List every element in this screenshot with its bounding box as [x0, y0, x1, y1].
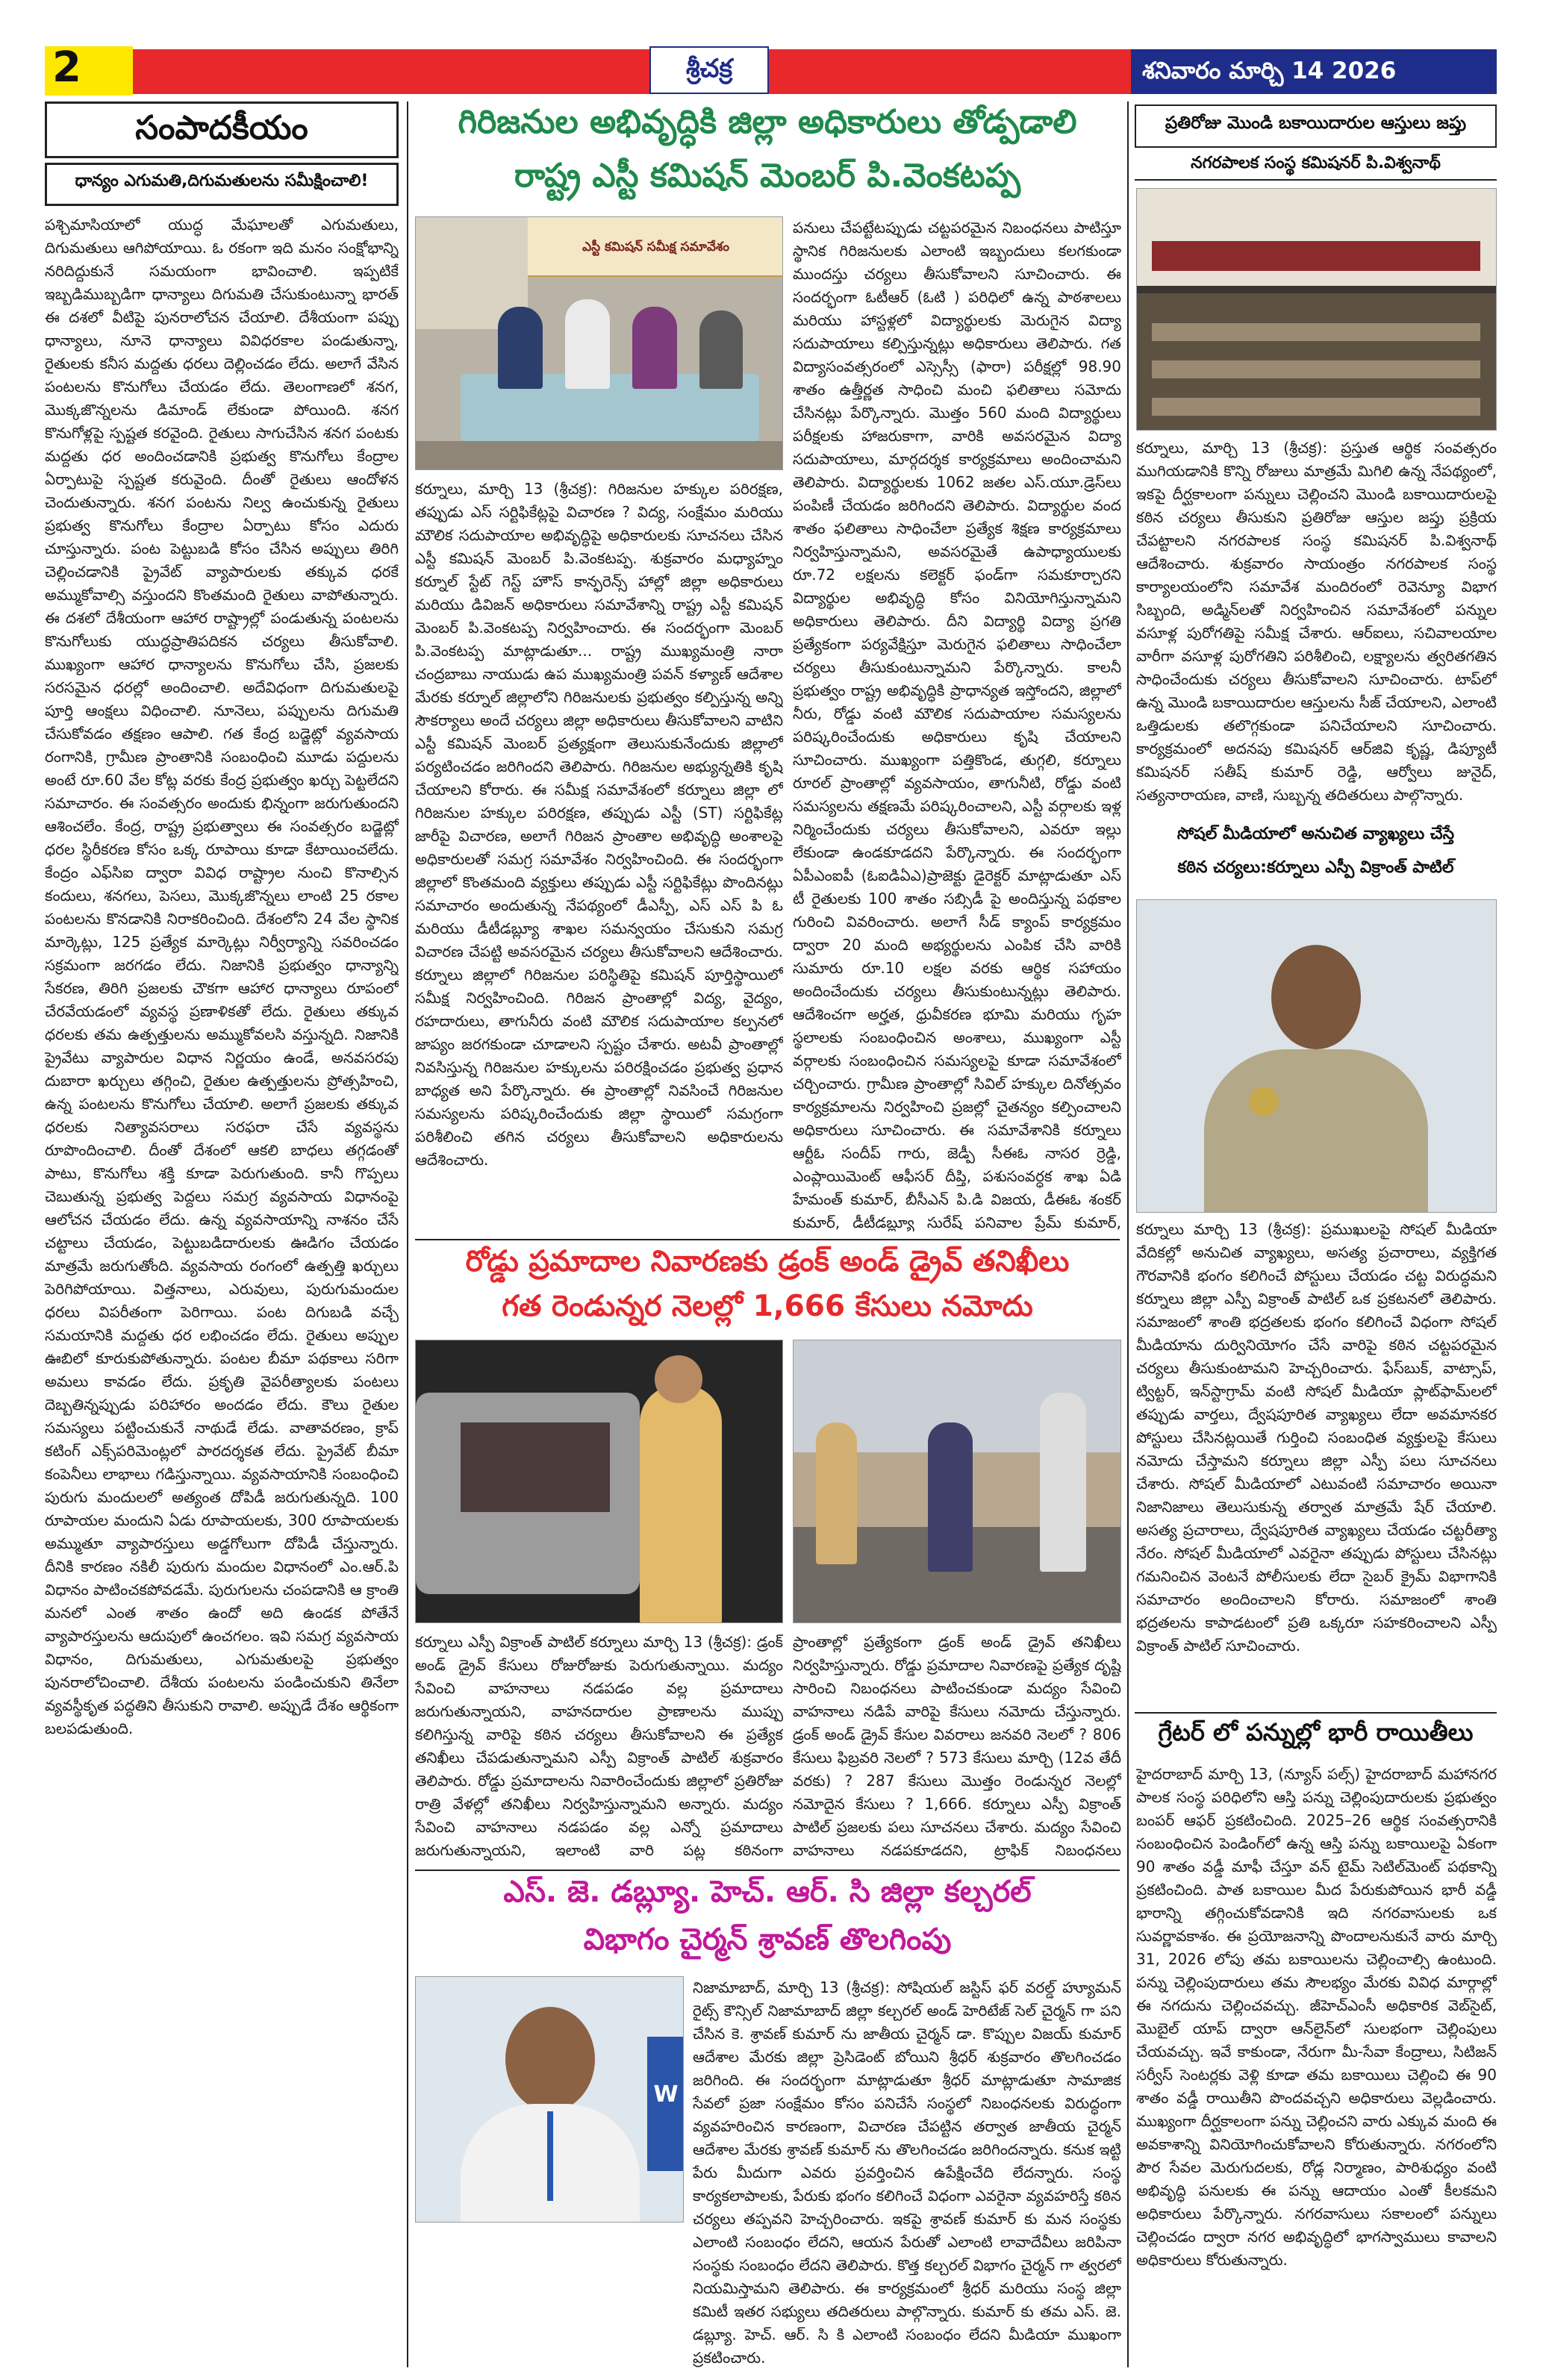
social-media-headline-line2: కఠిన చర్యలు:కర్నూలు ఎస్పీ విక్రాంత్ పాటిల్ [1177, 858, 1454, 877]
masthead-logo [649, 46, 769, 94]
editorial-headline: ధాన్యం ఎగుమతి,దిగుమతులను సమీక్షించాలి! [75, 172, 369, 190]
lanyard [547, 2111, 553, 2201]
drunk-drive-body-col2: ప్రాంతాల్లో ప్రత్యేకంగా డ్రంక్ అండ్ డ్రైవ్ తనిఖీలు నిర్వహిస్తున్నారు. రోడ్డు ప్రమాదాల నివారణపై ప్రత్యేక దృష్టి సారించి నిబంధనలు పాటించకుండా మద్యం సేవించి వాహనాలు నడిపే వారిపై కేసులు నమోదు చేస్తున్నారు. డ్రంక్ అండ్ డ్రైవ్ కేసుల వివరాలు జనవరి నెలలో ? 806 కేసులు ఫిబ్రవరి నెలలో ? 573 కేసులు మార్చి (12వ తేదీ వరకు) ? 287 కేసులు మొత్తం రెండున్నర నెలల్లో నమోదైన కేసులు ? 1,666. కర్నూలు ఎస్పీ విక్రాంత్ పాటిల్ ప్రజలకు పలు సూచనలు చేశారు. మద్యం సేవించి వాహనాలు నడపకూడదని, ట్రాఫిక్ నిబంధనలు [793, 1633, 1121, 1859]
meeting-person [699, 310, 743, 389]
roadside-person [928, 1422, 973, 1572]
swhrc-headline-line2: విభాగం చైర్మన్ శ్రావణ్ తొలగింపు [583, 1923, 952, 1957]
issue-date: శనివారం మార్చి 14 2026 [1142, 57, 1397, 84]
police-officer-head [655, 1355, 702, 1403]
lead-headline-line1: గిరిజనుల అభివృద్ధికి జిల్లా అధికారులు తోడ్పడాలి [458, 103, 1077, 141]
roadside-check-photo [793, 1340, 1121, 1623]
social-media-body: కర్నూలు మార్చి 13 (శ్రీచక్ర): ప్రముఖులపై సోషల్ మీడియా వేదికల్లో అనుచిత వ్యాఖ్యలు, అసత్య ప్రచారాలు, వ్యక్తిగత గౌరవానికి భంగం కలిగించే పోస్టులు చేయడం చట్ట విరుద్ధమని కర్నూలు జిల్లా ఎస్పీ విక్రాంత్ పాటిల్ ఒక ప్రకటనలో తెలిపారు. సమాజంలో శాంతి భద్రతలకు భంగం కలిగించే విధంగా సోషల్ మీడియాను దుర్వినియోగం చేసే వారిపై కఠిన చట్టపరమైన చర్యలు తీసుకుంటామని హెచ్చరించారు. ఫేస్‌బుక్, వాట్సాప్, ట్విట్టర్, ఇన్‌స్టాగ్రామ్ వంటి సోషల్ మీడియా ప్లాట్‌ఫామ్‌లలో తప్పుడు వార్తలు, ద్వేషపూరిత వ్యాఖ్యలు లేదా అవమానకర పోస్టులు చేసినట్లయితే గుర్తించి సంబంధిత వ్యక్తులపై కేసులు నమోదు చేస్తామని కర్నూలు జిల్లా ఎస్పీ పలు సూచనలు చేశారు. సోషల్ మీడియాలో ఎటువంటి సమాచారం అయినా నిజానిజాలు తెలుసుకున్న తర్వాత మాత్రమే షేర్ చేయాలి. అసత్య ప్రచారాలు, ద్వేషపూరిత వ్యాఖ్యలు చేయడం చట్టరీత్యా నేరం. సోషల్ మీడియాలో ఎవరైనా తప్పుడు పోస్టులు చేసినట్లు గమనించిన వెంటనే పోలీసులకు లేదా సైబర్ క్రైమ్ విభాగానికి సమాచారం అందించాలని కోరారు. సమాజంలో శాంతి భద్రతలను కాపాడటంలో ప్రతి ఒక్కరూ సహకరించాలని ఎస్పీ విక్రాంత్ పాటిల్ సూచించారు. [1136, 1220, 1497, 1655]
editorial-divider [407, 101, 408, 2367]
badge-letter: W [653, 2081, 679, 2108]
swhrc-body: నిజామాబాద్, మార్చి 13 (శ్రీచక్ర): సోషియల్ జస్టిస్ ఫర్ వరల్డ్ హ్యూమన్ రైట్స్ కౌన్సిల్ నిజామాబాద్ జిల్లా కల్చరల్ అండ్ హెరిటేజ్ సెల్ చైర్మన్ గా పని చేసిన కె. శ్రావణ్ కుమార్ ను జాతీయ చైర్మన్ డా. కొప్పుల విజయ్ కుమార్ ఆదేశాల మేరకు జిల్లా ప్రెసిడెంట్ బోయిని శ్రీధర్ శుక్రవారం తొలగించడం జరిగింది. ఈ సందర్భంగా మాట్లాడుతూ శ్రీధర్ మాట్లాడుతూ సామాజిక సేవలో ప్రజా సంక్షేమం కోసం పనిచేసే సంస్థలో నిబంధనలకు విరుద్ధంగా వ్యవహరించిన కారణంగా, విచారణ చేపట్టిన తర్వాత జాతీయ చైర్మన్ ఆదేశాల మేరకు శ్రావణ్ కుమార్ ను తొలగించడం జరిగిందన్నారు. కనుక ఇట్టి పేరు మీదుగా ఎవరు ప్రవర్తించిన ఉపేక్షించేది లేదన్నారు. సంస్థ కార్యకలాపాలకు, పేరుకు భంగం కలిగించే విధంగా ఎవరైనా వ్యవహరిస్తే కఠిన చర్యలు తప్పవని హెచ్చరించారు. ఇకపై శ్రావణ్ కుమార్ కు మన సంస్థకు ఎలాంటి సంబంధం లేదని, ఆయన పేరుతో ఎలాంటి లావాదేవీలు జరిపినా సంస్థకు సంబంధం లేదని తెలిపారు. కొత్త కల్చరల్ విభాగం చైర్మన్ గా త్వరలో నియమిస్తామని తెలిపారు. ఈ కార్యక్రమంలో శ్రీధర్ మరియు సంస్థ జిల్లా కమిటీ ఇతర సభ్యులు తదితరులు పాల్గొన్నారు. కుమార్ కు తమ ఎస్. జె. డబ్ల్యూ. హెచ్. ఆర్. సి కి ఎలాంటి సంబంధం లేదని మీడియా ముఖంగా ప్రకటించారు. [693, 1978, 1121, 2367]
hall-seating-row [1152, 360, 1480, 378]
meeting-banner-text: ఎస్టీ కమిషన్ సమీక్ష సమావేశం [582, 240, 729, 254]
property-tax-subhead: నగరపాలక సంస్థ కమిషనర్ పి.విశ్వనాథ్ [1191, 154, 1441, 172]
editorial-body: పశ్చిమాసియాలో యుద్ధ మేఘాలతో ఎగుమతులు, దిగుమతులు ఆగిపోయాయి. ఓ రకంగా ఇది మనం సంక్షోభాన్ని నరిదిద్దుకునే సమయంగా భావించాలి. ఇప్పటికే ఇబ్బడిముబ్బడిగా ధాన్యాలు దిగుమతి చేసుకుంటున్నా భారత్ ఈ దశలో వీటిపై పునరాలోచన చేయాలి. దేశీయంగా పప్పు ధాన్యాలు, నూనె ధాన్యాలు వివిధరకాల పండుతున్నా, రైతులకు కనీస మద్దతు ధరలు దెల్లించడం లేదు. అలాగే వేసిన పంటలను కొనుగోలు చేయడం లేదు. తెలంగాణలో శనగ, మొక్కజొన్నలను డిమాండ్ లేకుండా పోయింది. శనగ కొనుగోళ్లపై స్పష్టత కరవైంది. రైతులు సాగుచేసిన శనగ పంటకు మద్దతు ధర అందించడానికి ప్రభుత్వ కొనుగోలు కేంద్రాల ఏర్పాటుపై స్పష్టత కరువైంది. దీంతో రైతులు ఆందోళన చెందుతున్నారు. శనగ పంటను నిల్వ ఉంచుకున్న రైతులు ప్రభుత్వ కొనుగోలు కేంద్రాల ఏర్పాటు కోసం ఎదురు చూస్తున్నారు. పంట పెట్టుబడి కోసం చేసిన అప్పులు తిరిగి చెల్లించడానికి ప్రైవేట్ వ్యాపారులకు తక్కువ ధరకే అమ్ముకోవాల్సి వస్తుందని కొంతమంది రైతులు వాపోతున్నారు. ఈ దశలో దేశీయంగా ఆహార రాష్ట్రాల్లో పండుతున్న పంటలను కొనుగోలుకు యుద్ధప్రాతిపదికన చర్యలు తీసుకోవాలి. ముఖ్యంగా ఆహార ధాన్యాలను కొనుగోలు చేసి, ప్రజలకు సరసమైన ధరల్లో అందించాలి. అదేవిధంగా దిగుమతులపై పూర్తి ఆంక్షలు విధించాలి. నూనెలు, పప్పులను దిగుమతి చేసుకోవడం తక్షణం ఆపాలి. గత కేంద్ర బడ్జెట్లో వ్యవసాయ రంగానికి, గ్రామీణ ప్రాంతానికి సంబంధించి మూడు పద్దులను అంటే రూ.60 వేల కోట్ల వరకు కేంద్ర ప్రభుత్వం ఖర్చు పెట్టలేదని సమాచారం. ఈ సంవత్సరం అందుకు భిన్నంగా జరుగుతుందని ఆశించలేం. కేంద్ర, రాష్ట్ర ప్రభుత్వాలు ఈ సంవత్సరం బడ్జెట్లో ధరల స్థిరీకరణ కోసం ఒక్క రూపాయి కూడా కేటాయించలేదు. కేంద్రం ఎఫ్‌సిఐ ద్వారా వివిధ రాష్ట్రాల నుంచి కొనాల్సిన కందులు, శనగలు, పెసలు, మొక్కజొన్నలు లాంటి 25 రకాల పంటలను కొనడానికి నిరాకరించింది. దేశంలోని 24 వేల స్థానిక మార్కెట్లు, 125 ప్రత్యేక మార్కెట్లు నిర్వీర్యాన్ని సవరించడం సక్రమంగా జరగడం లేదు. నిజానికి ప్రభుత్వం ధాన్యాన్ని సేకరణ, తిరిగి ప్రజలకు చౌకగా ఆహార ధాన్యాలు రూపంలో చేరవేయడంలో వ్యవస్థ ప్రణాళికతో లేదు. రైతులు తక్కువ ధరలకు తమ ఉత్పత్తులను అమ్ముకోవలసి వస్తున్నది. నిజానికి ప్రైవేటు వ్యాపారుల విధాన నిర్ణయం ఉండే, అనవసరపు దుబారా ఖర్చులు తగ్గించి, రైతుల ఉత్పత్తులను ప్రోత్సహించి, ఉన్న పంటలను కొనుగోలు చేయాలి. అలాగే ప్రజలకు తక్కువ ధరలకు నిత్యావసరాలు సరఫరా చేసే వ్యవస్థను రూపొందించాలి. దీంతో దేశంలో ఆకలి బాధలు తగ్గడంతో పాటు, కొనుగోలు శక్తి కూడా పెరుగుతుంది. కానీ గొప్పలు చెబుతున్న ప్రభుత్వ పెద్దలు సమగ్ర వ్యవసాయ విధానంపై ఆలోచన చేయడం లేదు. ఉన్న వ్యవసాయాన్ని నాశనం చేసే చట్టాలు చేయడం, పెట్టుబడిదారులకు ఊడిగం చేయడం మాత్రమే జరుగుతోంది. వ్యవసాయ రంగంలో ఉత్పత్తి ఖర్చులు పెరిగిపోయాయి. విత్తనాలు, ఎరువులు, పురుగుమందుల ధరలు విపరీతంగా పెరిగాయి. పంట దిగుబడి వచ్చే సమయానికి మద్దతు ధర లభించడం లేదు. రైతులు అప్పుల ఊబిలో కూరుకుపోతున్నారు. పంటల బీమా పథకాలు సరిగా అమలు కావడం లేదు. ప్రకృతి వైపరీత్యాలకు పంటలు దెబ్బతిన్నప్పుడు పరిహారం అందడం లేదు. కౌలు రైతుల సమస్యలు పట్టించుకునే నాథుడే లేడు. వాతావరణం, క్రాప్ కటింగ్ ఎక్స్‌పరిమెంట్లలో పారదర్శకత లేదు. ప్రైవేట్ బీమా కంపెనీలు లాభాలు గడిస్తున్నాయి. వ్యవసాయానికి సంబంధించి పురుగు మందులలో అత్యంత దోపిడీ జరుగుతున్నది. 100 రూపాయల మందుని ఏడు రూపాయలకు, 300 రూపాయలకు అమ్ముతూ వ్యాపారస్తులు అడ్డగోలుగా దోపిడీ చేస్తున్నారు. దీనికి కారణం నకిలీ పురుగు మందుల విధానంలో ఎం.ఆర్.పి విధానం పాటించకపోవడమే. పురుగులను చంపడానికి ఆ క్రాంతి మనలో ఎంత శాతం ఉందో అది ఉండక పోతేనే వ్యాపారస్తులను ఆదుపులో ఉంచగలం. ఇవి సమగ్ర వ్యవసాయ విధానం, దిగుమతులు, ఎగుమతులపై ప్రభుత్వం పునరాలోచించాలి. దేశీయ పంటలను పండించుకుని తినేలా వ్యవస్థీకృత పద్ధతిని తీసుకుని రావాలి. అప్పుడే దేశం ఆర్థికంగా బలపడుతుంది. [45, 216, 399, 1737]
person-head [505, 2007, 595, 2111]
vehicle-check-photo [415, 1340, 783, 1623]
drunk-drive-headline-line1: రోడ్డు ప్రమాదాల నివారణకు డ్రంక్ అండ్ డ్రైవ్ తనిఖీలు [465, 1245, 1070, 1278]
meeting-podium [1137, 189, 1497, 286]
drunk-drive-divider [415, 1870, 1120, 1871]
meeting-person [632, 307, 677, 389]
meeting-person [498, 307, 543, 389]
drunk-drive-headline-line2: గత రెండున్నర నెలల్లో 1,666 కేసులు నమోదు [502, 1290, 1033, 1323]
sp-uniform [1204, 1049, 1428, 1213]
meeting-floor [416, 441, 783, 470]
drunk-drive-body-col1: కర్నూలు ఎస్పీ విక్రాంత్ పాటిల్ కర్నూలు మార్చి 13 (శ్రీచక్ర): డ్రంక్ అండ్ డ్రైవ్ కేసులు రోజురోజుకు పెరుగుతున్నాయి. మద్యం సేవించి వాహనాలు నడపడం వల్ల ప్రమాదాలు జరుగుతున్నాయని, వాహనదారుల ప్రాణాలను ముప్పు కలిగిస్తున్న వారిపై కఠిన చర్యలు తీసుకోవాలని ఈ ప్రత్యేక తనిఖీలు చేపడుతున్నామని ఎస్పీ విక్రాంత్ పాటిల్ శుక్రవారం తెలిపారు. రోడ్డు ప్రమాదాలను నివారించేందుకు జిల్లాలో ప్రతిరోజు రాత్రి వేళల్లో తనిఖీలు నిర్వహిస్తున్నామని అన్నారు. మద్యం సేవించి వాహనాలు నడపడం వల్ల ఎన్నో ప్రమాదాలు జరుగుతున్నాయని, ఇలాంటి వారి పట్ల కఠినంగా [415, 1633, 783, 1859]
police-officer [640, 1385, 722, 1623]
hall-seating-row [1152, 398, 1480, 416]
lead-story-divider [415, 1239, 1120, 1240]
greater-tax-top-rule [1135, 1712, 1497, 1714]
logo-text: శ్రీచక్ర [685, 54, 733, 84]
sp-portrait-photo [1136, 899, 1497, 1213]
swhrc-headline-line1: ఎస్. జె. డబ్ల్యూ. హెచ్. ఆర్. సి జిల్లా కల్చరల్ [503, 1875, 1032, 1909]
sp-head [1271, 945, 1361, 1049]
hall-seating-row [1152, 323, 1480, 341]
meeting-banner [528, 217, 783, 277]
roadside-person [816, 1422, 857, 1564]
greater-tax-body: హైదరాబాద్ మార్చి 13, (న్యూస్ పల్స్) హైదరాబాద్ మహానగర పాలక సంస్థ పరిధిలోని ఆస్తి పన్ను చెల్లింపుదారులకు ప్రభుత్వం బంపర్ ఆఫర్ ప్రకటించింది. 2025–26 ఆర్థిక సంవత్సరానికి సంబంధించిన పెండింగ్‌లో ఉన్న ఆస్తి పన్ను బకాయిలపై ఏకంగా 90 శాతం వడ్డీ మాఫీ చేస్తూ వన్ టైమ్ సెటిల్‌మెంట్ పథకాన్ని ప్రకటించింది. పాత బకాయిల మీద పేరుకుపోయిన భారీ వడ్డీ భారాన్ని తగ్గించుకోవడానికి ఇది నగరవాసులకు ఒక సువర్ణావకాశం. ఈ ప్రయోజనాన్ని పొందాలనుకునే వారు మార్చి 31, 2026 లోపు తమ బకాయిలను చెల్లించాల్సి ఉంటుంది. పన్ను చెల్లింపుదారులు తమ సౌలభ్యం మేరకు వివిధ మార్గాల్లో ఈ నగదును చెల్లించవచ్చు. జీహెచ్‌ఎంసీ అధికారిక వెబ్‌సైట్, మొబైల్ యాప్ ద్వారా ఆన్‌లైన్‌లో సులభంగా చెల్లింపులు చేయవచ్చు. ఇవే కాకుండా, నేరుగా మీ-సేవా కేంద్రాలు, సిటిజన్ సర్వీస్ సెంటర్లకు వెళ్లి కూడా తమ బకాయిలు చెల్లించి ఈ 90 శాతం వడ్డీ రాయితీని పొందవచ్చని అధికారులు వెల్లడించారు. ముఖ్యంగా దీర్ఘకాలంగా పన్ను చెల్లించని వారు ఎక్కువ మంది ఈ అవకాశాన్ని వినియోగించుకోవాలని కోరుతున్నారు. నగరంలోని పౌర సేవల మెరుగుదలకు, రోడ్ల నిర్మాణం, పారిశుధ్యం వంటి అభివృద్ధి పనులకు ఈ పన్ను ఆదాయం ఎంతో కీలకమని అధికారులు పేర్కొన్నారు. నగరవాసులు సకాలంలో పన్నులు చెల్లించడం ద్వారా నగర అభివృద్ధిలో భాగస్వాములు కావాలని అధికారులు కోరుతున్నారు. [1136, 1765, 1497, 2269]
editorial-section-title: సంపాదకీయం [135, 109, 308, 147]
page-number: 2 [52, 43, 81, 92]
property-tax-headline: ప్రతిరోజు మొండి బకాయిదారుల ఆస్తులు జప్తు [1165, 113, 1467, 133]
greater-tax-headline: గ్రేటర్ లో పన్నుల్లో భారీ రాయితీలు [1158, 1718, 1474, 1746]
meeting-photo [415, 216, 783, 470]
sp-badge [1249, 1087, 1279, 1116]
lead-body-col1: కర్నూలు, మార్చి 13 (శ్రీచక్ర): గిరిజనుల హక్కుల పరిరక్షణ, తప్పుడు ఎస్ సర్టిఫికేట్లపై విచారణ ? విద్య, సంక్షేమం మరియు మౌలిక సదుపాయాల అభివృద్ధిపై అధికారులకు సూచనలు చేసిన ఎస్టీ కమిషన్ మెంబర్ పి.వెంకటప్ప. శుక్రవారం మధ్యాహ్నం కర్నూల్ స్టేట్ గెస్ట్ హౌస్ కాన్ఫరెన్స్ హాల్లో జిల్లా అధికారులు మరియు డివిజన్ అధికారులు సమావేశాన్ని రాష్ట్ర ఎస్టీ కమిషన్ మెంబర్ పి.వెంకటప్ప నిర్వహించారు. ఈ సందర్భంగా మెంబర్ పి.వెంకటప్ప మాట్లాడుతూ... రాష్ట్ర ముఖ్యమంత్రి నారా చంద్రబాబు నాయుడు ఉప ముఖ్యమంత్రి పవన్ కళ్యాణ్ ఆదేశాల మేరకు కర్నూల్ జిల్లాలోని గిరిజనులకు ప్రభుత్వం కల్పిస్తున్న అన్ని సౌకర్యాలు అందే చర్యలు జిల్లా అధికారులు తీసుకోవాలని వాటిని ఎస్టీ కమిషన్ మెంబర్ ప్రత్యక్షంగా తెలుసుకునేందుకు జిల్లాలో పర్యటించడం జరిగిందని తెలిపారు. గిరిజనుల అభ్యున్నతికి కృషి చేయాలని కోరారు. ఈ సమీక్ష సమావేశంలో కర్నూలు జిల్లా లో గిరిజనుల హక్కుల పరిరక్షణ, తప్పుడు ఎస్టీ (ST) సర్టిఫికేట్ల జారీపై విచారణ, అలాగే గిరిజన ప్రాంతాల అభివృద్ధి అంశాలపై అధికారులతో సమగ్ర సమావేశం నిర్వహించింది. ఈ సందర్భంగా జిల్లాలో కొంతమంది వ్యక్తులు తప్పుడు ఎస్టీ సర్టిఫికేట్లు పొందినట్లు సమాచారం అందుతున్న నేపథ్యంలో డీఎస్పీ, ఎస్ ఎస్ పి ఓ మరియు డీటీడబ్ల్యూ శాఖల సమన్వయం చేసుకుని సమగ్ర విచారణ చేపట్టి అవసరమైన చర్యలు తీసుకోవాలని ఆదేశించారు. కర్నూలు జిల్లాలో గిరిజనుల పరిస్థితిపై కమిషన్ పూర్తిస్థాయిలో సమీక్ష నిర్వహించింది. గిరిజన ప్రాంతాల్లో విద్య, వైద్యం, రహదారులు, తాగునీరు వంటి మౌలిక సదుపాయాల కల్పనలో జాప్యం జరగకుండా చూడాలని స్పష్టం చేశారు. అటవీ ప్రాంతాల్లో నివసిస్తున్న గిరిజనుల హక్కులను పరిరక్షించడం ప్రభుత్వ ప్రధాన బాధ్యత అని పేర్కొన్నారు. ఈ ప్రాంతాల్లో నివసించే గిరిజనుల సమస్యలను పరిష్కరించేందుకు జిల్లా స్థాయిలో సమగ్రంగా పరిశీలించి తగిన చర్యలు తీసుకోవాలని అధికారులను ఆదేశించారు. [415, 480, 783, 1169]
property-tax-body: కర్నూలు, మార్చి 13 (శ్రీచక్ర): ప్రస్తుత ఆర్థిక సంవత్సరం ముగియడానికి కొన్ని రోజులు మాత్రమే మిగిలి ఉన్న నేపథ్యంలో, ఇకపై దీర్ఘకాలంగా పన్నులు చెల్లించని మొండి బకాయిదారులపై కఠిన చర్యలు తీసుకుని ప్రతిరోజు ఆస్తుల జప్తు ప్రక్రియ చేపట్టాలని నగరపాలక సంస్థ కమిషనర్ పి.విశ్వనాథ్ ఆదేశించారు. శుక్రవారం సాయంత్రం నగరపాలక సంస్థ కార్యాలయంలోని సమావేశ మందిరంలో రెవెన్యూ విభాగ సిబ్బంది, అడ్మిన్‌లతో నిర్వహించిన సమావేశంలో పన్నుల వసూళ్ల పురోగతిపై సమీక్ష చేశారు. ఆర్‌ఐలు, సచివాలయాల వారీగా వసూళ్ల పురోగతిని పరిశీలించి, లక్ష్యాలను త్వరితగతిన సాధించేందుకు చర్యలు తీసుకోవాలని సూచించారు. టాప్‌లో ఉన్న మొండి బకాయిదారుల ఆస్తులను సీజ్ చేయాలని, ఎలాంటి ఒత్తిడులకు తలొగ్గకుండా పనిచేయాలని సూచించారు. కార్యక్రమంలో అదనపు కమిషనర్ ఆర్‌జివి కృష్ణ, డిప్యూటీ కమిషనర్ సతీష్ కుమార్ రెడ్డి, ఆర్వోలు జునైద్, సత్యనారాయణ, వాణి, సుబ్బన్న తదితరులు పాల్గొన్నారు. [1136, 439, 1497, 804]
property-tax-subhead-rule [1135, 179, 1497, 181]
meeting-person [565, 299, 610, 389]
meeting-head-table [1152, 241, 1480, 271]
lead-headline-line2: రాష్ట్ర ఎస్టీ కమిషన్ మెంబర్ పి.వెంకటప్ప [514, 157, 1020, 195]
right-column-divider [1127, 101, 1129, 2367]
badge-backdrop [647, 2037, 684, 2171]
roadside-person [1040, 1393, 1086, 1572]
social-media-headline-line1: సోషల్ మీడియాలో అనుచిత వ్యాఖ్యలు చేస్తే [1176, 825, 1455, 843]
person-photo [415, 1976, 684, 2223]
vehicle-window [461, 1422, 610, 1512]
lead-body-col2: పనులు చేపట్టేటప్పుడు చట్టపరమైన నిబంధనలు పాటిస్తూ స్థానిక గిరిజనులకు ఎలాంటి ఇబ్బందులు కలగకుండా ముందస్తు చర్యలు తీసుకోవాలని సూచించారు. ఈ సందర్భంగా ఓటీఆర్‌ (ఓటి ) పరిధిలో ఉన్న పాఠశాలలు మరియు హాస్టళ్లలో విద్యార్థులకు మెరుగైన విద్యా సదుపాయాలు కల్పిస్తున్నట్లు అధికారులు తెలిపారు. గత విద్యాసంవత్సరంలో ఎస్సెస్సీ (ఫారా) పరీక్షల్లో 98.90 శాతం ఉత్తీర్ణత సాధించి మంచి ఫలితాలు సమోదు చేసినట్లు పేర్కొన్నారు. మొత్తం 560 మంది విద్యార్థులు పరీక్షలకు హాజరుకాగా, వారికి అవసరమైన విద్యా సదుపాయాలు, మార్గదర్శక కార్యక్రమాలు అందించామని తెలిపారు. విద్యార్థులకు 1062 జతల ఎస్.యూ.డ్రెస్‌లు పంపిణీ చేయడం జరిగిందని తెలిపారు. విద్యార్థుల వంద శాతం ఫలితాలు సాధించేలా ప్రత్యేక శిక్షణ కార్యక్రమాలు నిర్వహిస్తున్నామని, అవసరమైతే ఉపాధ్యాయులకు రూ.72 లక్షలను కలెక్టర్ ఫండ్‌గా సమకూర్చారని విద్యార్థుల అభివృద్ధి కోసం వినియోగిస్తున్నామని అధికారులు తెలిపారు. దీని విద్యార్థి విద్యా ప్రగతి ప్రత్యేకంగా పర్యవేక్షిస్తూ మెరుగైన ఫలితాలు సాధించేలా చర్యలు తీసుకుంటున్నామని పేర్కొన్నారు. కాలనీ ప్రభుత్వం రాష్ట్ర అభివృద్ధికి ప్రాధాన్యత ఇస్తోందని, జిల్లాలో నీరు, రోడ్డు వంటి మౌలిక సదుపాయాల సమస్యలను పరిష్కరించేందుకు అధికారులు కృషి చేయాలని సూచించారు. ముఖ్యంగా పత్తికొండ, తుగ్గలి, కర్నూలు రూరల్ ప్రాంతాల్లో వ్యవసాయం, తాగునీటి, రోడ్డు వంటి సమస్యలను తక్షణమే పరిష్కరించాలని, ఎస్టీ వర్గాలకు ఇళ్ల నిర్మించేందుకు చర్యలు తీసుకోవాలని, ఎవరూ ఇల్లు లేకుండా ఉండకూడదని పేర్కొన్నారు. ఈ సందర్భంగా ఏపీఎంఐపీ (ఓఐడిఏఎ)ప్రాజెక్టు డైరెక్టర్ మాట్లాడుతూ ఎస్ టీ రైతులకు 100 శాతం సబ్సిడీ పై అందిస్తున్న పథకాల గురించి వివరించారు. అలాగే సీడ్ క్యాంప్ కార్యక్రమం ద్వారా 20 మంది అభ్యర్థులను ఎంపిక చేసి వారికి సుమారు రూ.10 లక్షల వరకు ఆర్థిక సహాయం అందించేందుకు చర్యలు తీసుకుంటున్నట్లు తెలిపారు. ఆదేశించగా అర్హత, ధ్రువీకరణ భూమి మరియు గృహ స్థలాలకు సంబంధించిన అంశాలు, ముఖ్యంగా ఎస్టీ వర్గాలకు సంబంధించిన సమస్యలపై కూడా సమావేశంలో చర్చించారు. గ్రామీణ ప్రాంతాల్లో సివిల్ హక్కుల దినోత్సవం కార్యక్రమాలను నిర్వహించి ప్రజల్లో చైతన్యం కల్పించాలని అధికారులు సూచించారు. ఈ సమావేశానికి కర్నూలు ఆర్టీఓ సందీప్ గారు, జెడ్పీ సీఈఓ నాసర ర్రెడ్డి, ఎంప్లాయిమెంట్ ఆఫీసర్ దీప్తి, పశుసంవర్ధక శాఖ ఏడి హేమంత్ కుమార్, బీసీఎన్ పి.డి విజయ, డీఈఓ శంకర్ కుమార్, డీటీడబ్ల్యూ సురేష్ పనివాల ప్రేమ్ కుమార్, [793, 219, 1121, 1231]
council-meeting-photo [1136, 188, 1497, 431]
